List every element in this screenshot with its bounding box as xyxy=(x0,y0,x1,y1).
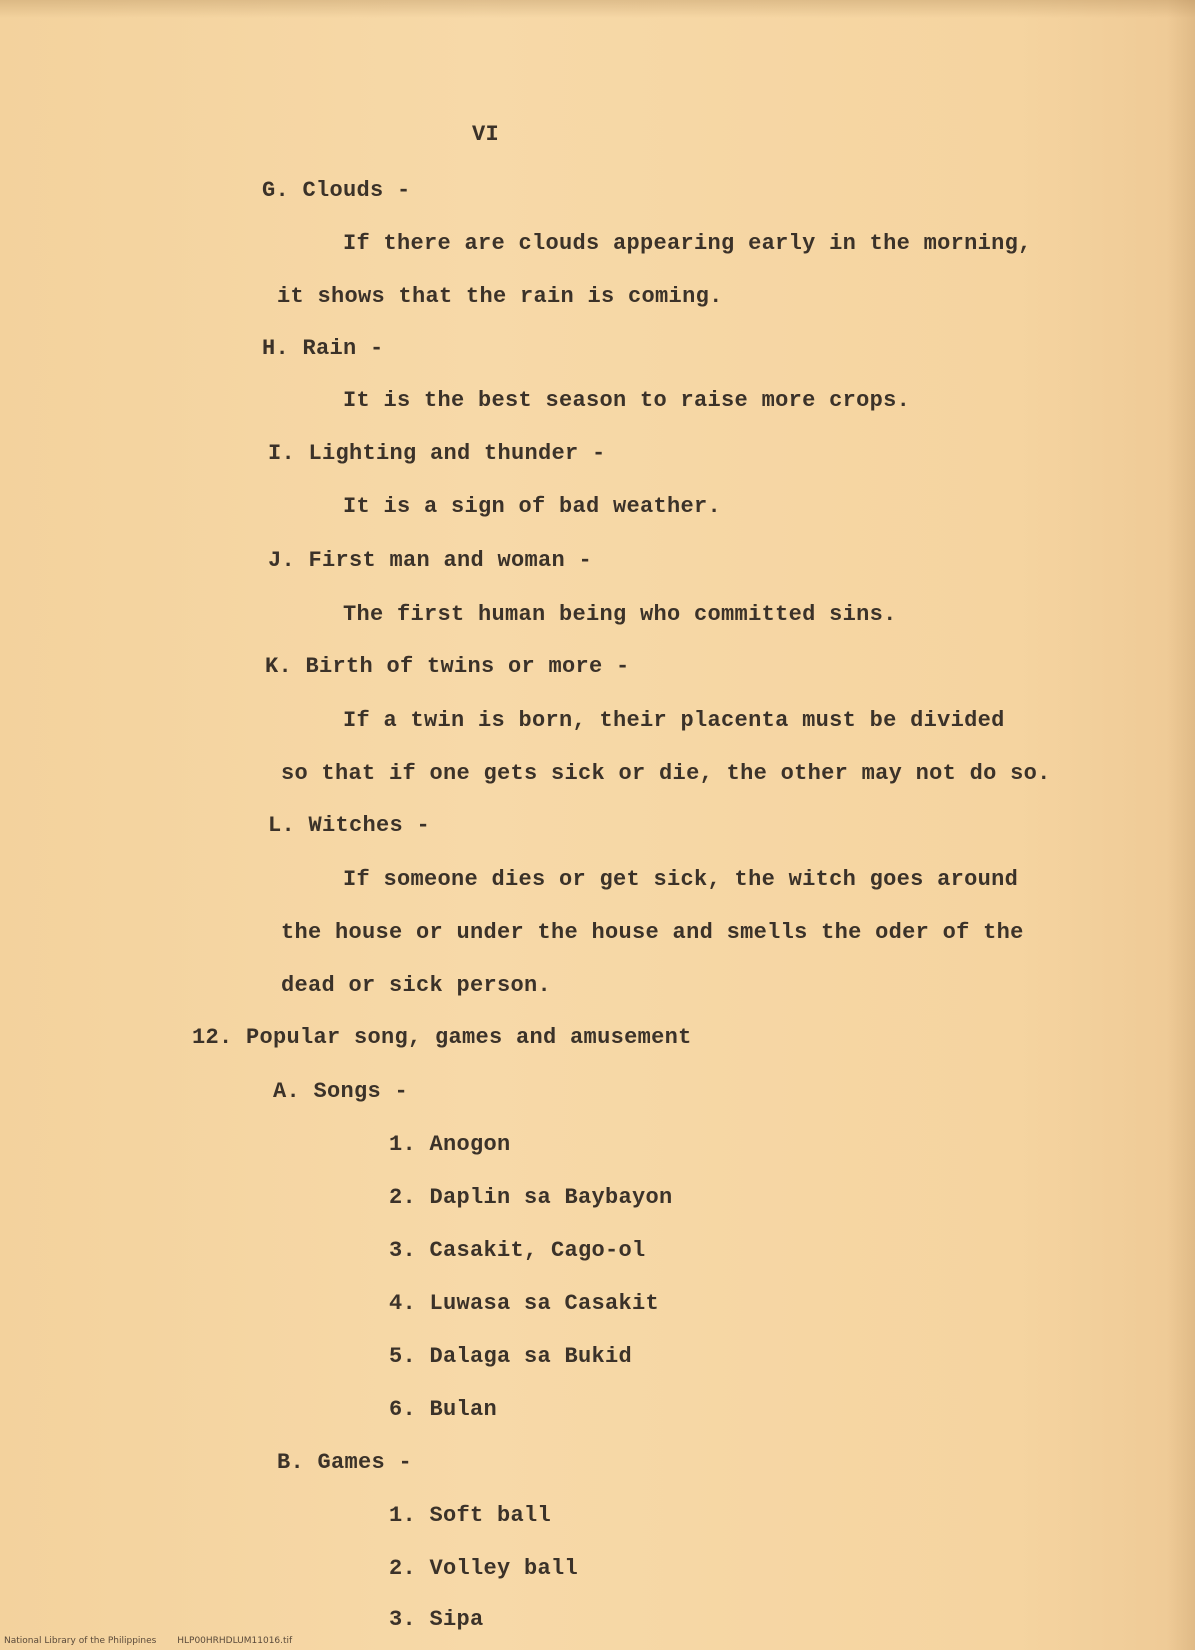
section-h-title: H. Rain - xyxy=(262,336,384,361)
page-number: VI xyxy=(472,122,500,147)
song-item: 4. Luwasa sa Casakit xyxy=(389,1291,660,1316)
section-i-title: I. Lighting and thunder - xyxy=(268,441,606,466)
section-k-line-1: If a twin is born, their placenta must be divided xyxy=(343,708,1005,733)
games-title: B. Games - xyxy=(277,1450,413,1475)
scan-footer xyxy=(4,1636,310,1646)
section-k-title: K. Birth of twins or more - xyxy=(265,654,630,679)
section-h-line-1: It is the best season to raise more crops. xyxy=(343,388,911,413)
game-item: 3. Sipa xyxy=(389,1607,484,1632)
page-edge-shadow xyxy=(1167,0,1195,1650)
song-item: 6. Bulan xyxy=(389,1397,498,1422)
page-top-shadow xyxy=(0,0,1195,18)
song-item: 5. Dalaga sa Bukid xyxy=(389,1344,633,1369)
footer-file: HLP00HRHDLUM11016.tif xyxy=(177,1636,293,1646)
section-l-line-2: the house or under the house and smells the oder of the xyxy=(281,920,1024,945)
section-l-line-1: If someone dies or get sick, the witch goes around xyxy=(343,867,1019,892)
section-j-title: J. First man and woman - xyxy=(268,548,593,573)
song-item: 1. Anogon xyxy=(389,1132,511,1157)
section-g-line-2: it shows that the rain is coming. xyxy=(277,284,723,309)
song-item: 3. Casakit, Cago-ol xyxy=(389,1238,646,1263)
section-j-line-1: The first human being who committed sins. xyxy=(343,602,897,627)
section-12-title: 12. Popular song, games and amusement xyxy=(192,1025,692,1050)
section-l-line-3: dead or sick person. xyxy=(281,973,552,998)
section-k-line-2: so that if one gets sick or die, the other may not do so. xyxy=(281,761,1051,786)
section-g-line-1: If there are clouds appearing early in the morning, xyxy=(343,231,1032,256)
song-item: 2. Daplin sa Baybayon xyxy=(389,1185,673,1210)
game-item: 1. Soft ball xyxy=(389,1503,552,1528)
footer-library: National Library of the Philippines xyxy=(4,1636,157,1646)
section-g-title: G. Clouds - xyxy=(262,178,411,203)
game-item: 2. Volley ball xyxy=(389,1556,579,1581)
songs-title: A. Songs - xyxy=(273,1079,409,1104)
section-l-title: L. Witches - xyxy=(268,813,431,838)
section-i-line-1: It is a sign of bad weather. xyxy=(343,494,722,519)
